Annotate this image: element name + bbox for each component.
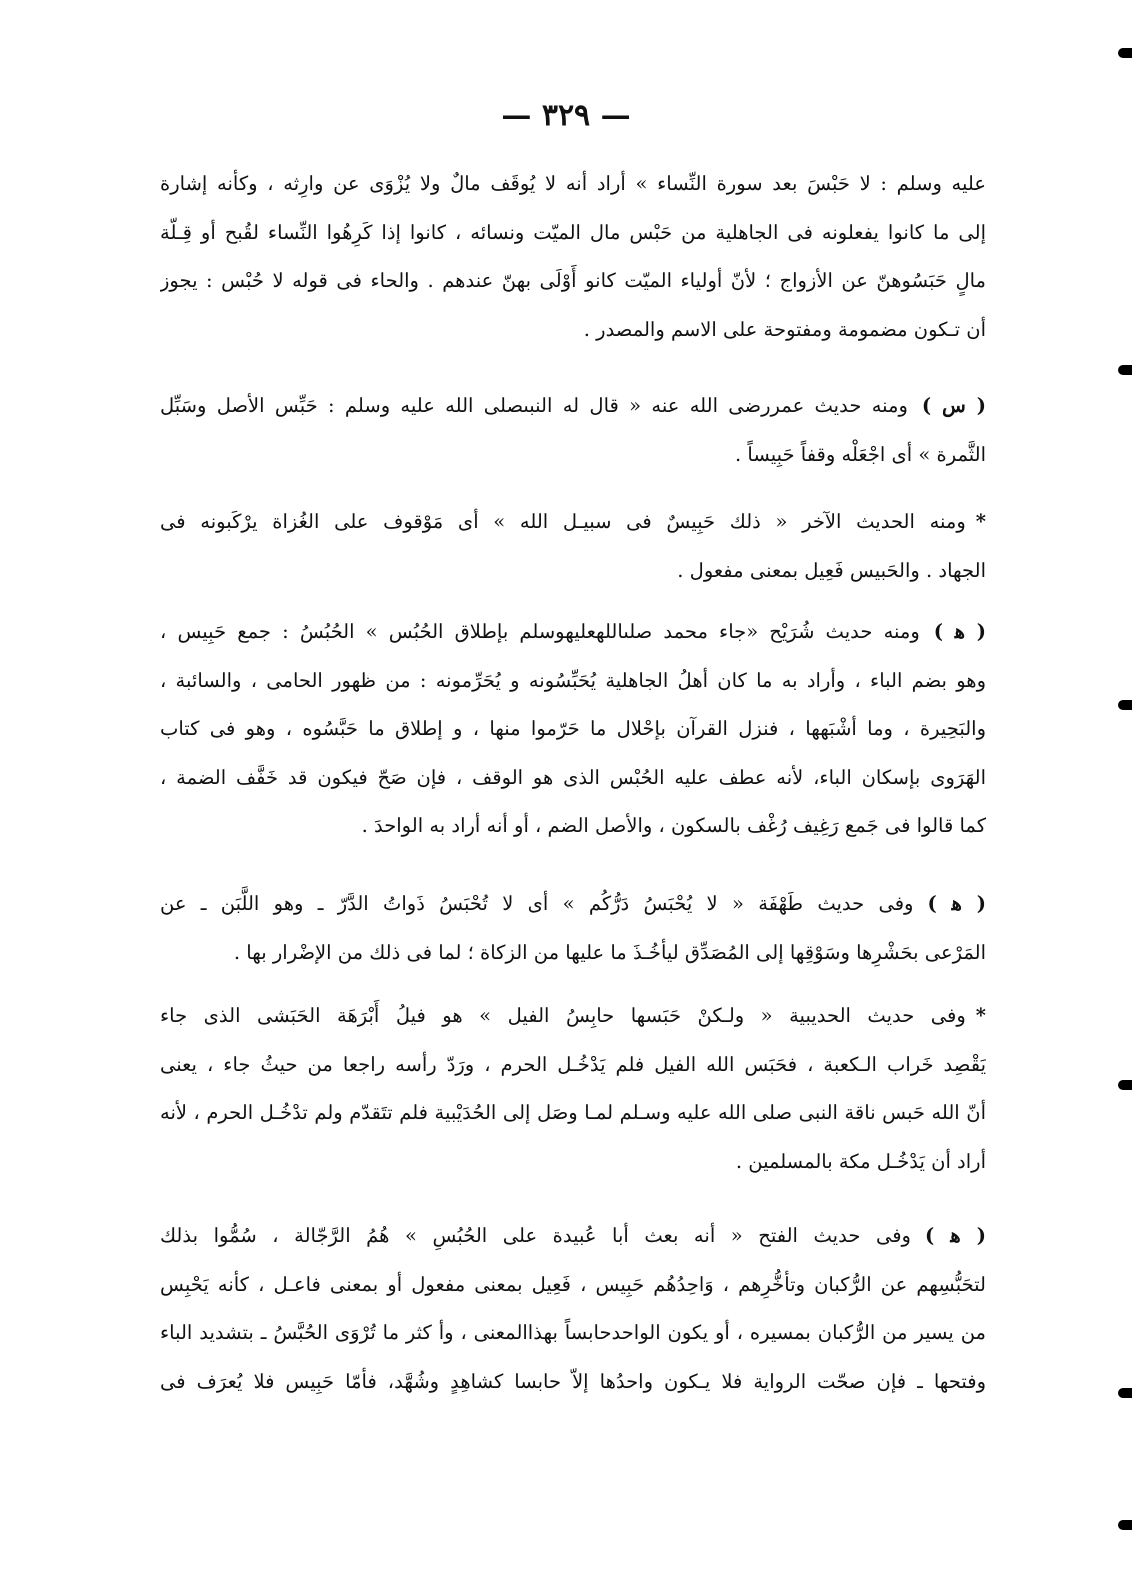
text-segment: ومنه الحديث الآخر « ذلك حَبِيسٌ فى سبيـل الله » أى مَوْقوف على الغُزاة يرْكَبونه فى (160, 510, 966, 533)
text-line: كما قالوا فى جَمع رَغِيف رُغْف بالسكون ، والأصل الضم ، أو أنه أراد به الواحدَ . (361, 814, 986, 837)
entry-paragraph (160, 880, 986, 977)
text-segment: وفى حديث طَهْفَة « لا يُحْبَسُ دَرُّكُم » أى لا تُحْبَسُ ذَواتُ الدَّرّ ـ وهو اللَّبَن ـ عن (160, 892, 914, 915)
source-marker: ( س ) (921, 394, 986, 417)
text-line: وفتحها ـ فإن صحّت الرواية فلا يـكون واحدُها إلاّ حابسا كشاهِدٍ وشُهَّد، فأمّا حَبِيس فلا يُعرَف فى (160, 1369, 986, 1393)
text-line: وهو بضم الباء ، وأراد به ما كان أهلُ الجاهلية يُحَبِّسُونه و يُحَرِّمونه : من ظهور الحامى ، والسائبة ، (160, 668, 986, 692)
scan-edge-mark (1118, 48, 1132, 58)
scan-edge-mark (1118, 1520, 1132, 1530)
text-line: مالٍ حَبَسُوهنّ عن الأزواج ؛ لأنّ أولياء الميّت كانو أَوْلَى بهنّ عندهم . والحاء فى قوله لا حُبْس : يجوز (160, 269, 986, 292)
entry-paragraph (160, 382, 986, 479)
text-line (160, 992, 986, 1041)
text-segment: ومنه حديث شُرَيْح «جاء محمد صلىاللهعليهوسلم بإطلاق الحُبُس » الحُبُسُ : جمع حَبِيس ، (160, 620, 920, 643)
text-line: إلى ما كانوا يفعلونه فى الجاهلية من حَبْس مال الميّت ونسائه ، كانوا إذا كَرِهُوا النِّساء لقُبح أو قِـلّة (160, 220, 986, 244)
page-number: — ٣٢٩ — (501, 98, 631, 133)
entry-paragraph (160, 1212, 986, 1406)
text-line (160, 1212, 986, 1261)
text-line (160, 608, 986, 657)
text-line: لتحَبُّسِهم عن الرُّكبان وتأخُّرِهم ، وَاحِدُهُم حَبِيس ، فَعِيل بمعنى مفعول أو بمعنى فاعـل ، كأنه يَحْبِس (160, 1272, 986, 1296)
text-segment: وفى حديث الفتح « أنه بعث أبا عُبيدة على الحُبُسِ » هُمُ الرَّجّالة ، سُمُّوا بذلك (160, 1224, 911, 1247)
scan-edge-mark (1118, 1388, 1132, 1398)
source-marker: ( ﻫ ) (927, 892, 986, 915)
text-line (160, 498, 986, 547)
text-line: أنّ الله حَبس ناقة النبى صلى الله عليه وسـلم لمـا وصَل إلى الحُدَيْبية فلم تتَقدّم ولم تدْخُـل الحرم ، لأنه (160, 1101, 986, 1124)
asterisk-marker: * (975, 510, 986, 533)
text-line (160, 880, 986, 929)
entry-paragraph (160, 992, 986, 1186)
text-segment: ومنه حديث عمررضى الله عنه « قال له النبىصلى الله عليه وسلم : حَبِّس الأصل وسَبِّل (160, 394, 908, 417)
text-segment: وفى حديث الحديبية « ولـكنْ حَبَسها حابِسُ الفيل » هو فيلُ أَبْرَهَة الحَبَشى الذى جاء (160, 1004, 966, 1027)
source-marker: ( ﻫ ) (933, 620, 986, 643)
scan-edge-mark (1118, 700, 1132, 710)
text-line (160, 382, 986, 431)
asterisk-marker: * (975, 1004, 986, 1027)
text-line: الجهاد . والحَبيس فَعِيل بمعنى مفعول . (677, 558, 986, 582)
text-line: الهَرَوى بإسكان الباء، لأنه عطف عليه الحُبْس الذى هو الوقف ، فإن صَحّ فيكون قد خَفَّف الضمة ، (160, 765, 986, 789)
text-line: أراد أن يَدْخُـل مكة بالمسلمين . (735, 1149, 986, 1173)
text-line: والبَحِيرة ، وما أشْبَهها ، فنزل القرآن بإحْلال ما حَرّموا منها ، و إطلاق ما حَبَّسُوه ، وهو فى كتاب (160, 717, 986, 740)
text-line: من يسير من الرُّكبان بمسيره ، أو يكون الواحدحابساً بهذاالمعنى ، وأ كثر ما تُرْوَى الحُبَّسُ ـ بتشديد الباء (160, 1321, 986, 1344)
scan-edge-mark (1118, 1080, 1132, 1090)
text-line: يَقْصِد خَراب الـكعبة ، فحَبَس الله الفيل فلم يَدْخُـل الحرم ، ورَدّ رأسه راجعا من حيثُ جاء ، يعنى (160, 1052, 986, 1076)
text-line: المَرْعى بحَشْرِها وسَوْقِها إلى المُصَدِّق ليأخُـذَ ما عليها من الزكاة ؛ لما فى ذلك من الإضْرار بها . (233, 940, 986, 964)
source-marker: ( ﻫ ) (924, 1224, 986, 1247)
paragraph (160, 160, 986, 354)
text-line: أن تـكون مضمومة ومفتوحة على الاسم والمصدر . (583, 317, 986, 341)
scan-edge-mark (1118, 365, 1132, 375)
entry-paragraph (160, 608, 986, 851)
text-line: عليه وسلم : لا حَبْسَ بعد سورة النِّساء » أراد أنه لا يُوقَف مالٌ ولا يُزْوَى عن وارِثه ، وكأنه إشارة (160, 172, 986, 195)
entry-paragraph (160, 498, 986, 595)
text-line: الثَّمرة » أى اجْعَلْه وقفاً حَبِيساً . (735, 442, 986, 466)
